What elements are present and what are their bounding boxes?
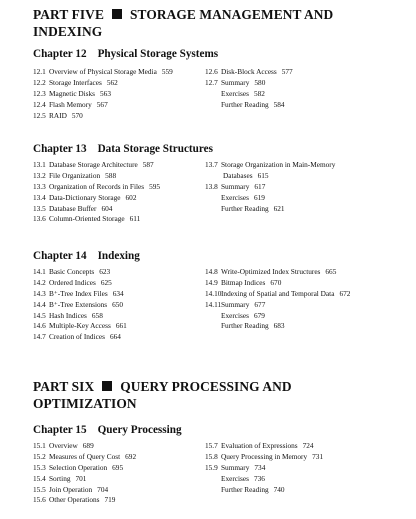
toc-entry[interactable]: 12.6 Disk-Block Access 577 (205, 67, 293, 76)
toc-entry[interactable]: 13.7 Storage Organization in Main-Memory (205, 160, 336, 169)
chapter-title: Indexing (97, 250, 140, 262)
part-title-cont: OPTIMIZATION (33, 396, 137, 411)
toc-entry[interactable]: 15.8 Query Processing in Memory 731 (205, 451, 324, 461)
toc-entry[interactable]: 14.11Summary 677 (205, 299, 266, 309)
toc-entry[interactable]: Further Reading 584 (221, 99, 285, 109)
toc-entry[interactable]: 14.10Indexing of Spatial and Temporal Data 672 (205, 288, 351, 298)
toc-entry[interactable]: 14.6 Multiple-Key Access 661 (33, 321, 127, 331)
toc-entry[interactable]: 14.2 Ordered Indices 625 (33, 277, 112, 287)
toc-entry[interactable]: 14.4 B⁺-Tree Extensions 650 (33, 299, 124, 309)
toc-entry[interactable]: Further Reading 621 (221, 203, 285, 213)
part-label: PART SIX (33, 379, 95, 394)
toc-entry[interactable]: 14.9 Bitmap Indices 670 (205, 277, 282, 287)
toc-entry[interactable]: Exercises 582 (221, 88, 265, 98)
toc-entry[interactable]: 15.4 Sorting 701 (33, 473, 87, 483)
entries-right (205, 441, 323, 495)
entries-left (33, 267, 127, 343)
toc-entry[interactable]: 15.1 Overview 689 (33, 441, 94, 450)
chapter-number: Chapter 15 (33, 424, 87, 436)
square-bullet-icon (112, 9, 122, 19)
entries-left (33, 67, 173, 121)
toc-entry-continuation[interactable]: Databases 615 (223, 170, 269, 180)
toc-entry[interactable]: 12.5 RAID 570 (33, 110, 83, 120)
toc-entry[interactable]: 12.4 Flash Memory 567 (33, 99, 108, 109)
toc-entry[interactable]: Exercises 679 (221, 310, 265, 320)
toc-entry[interactable]: 12.1 Overview of Physical Storage Media 559 (33, 67, 173, 76)
chapter-title: Physical Storage Systems (97, 48, 219, 60)
entries-left (33, 160, 160, 225)
chapter-title: Query Processing (97, 424, 182, 436)
toc-entry[interactable]: 12.2 Storage Interfaces 562 (33, 77, 118, 87)
entries-right (205, 160, 335, 214)
part-title: QUERY PROCESSING AND (120, 379, 292, 394)
toc-entry[interactable]: 14.5 Hash Indices 658 (33, 310, 103, 320)
toc-entry[interactable]: 13.4 Data-Dictionary Storage 602 (33, 192, 137, 202)
part-title-cont: INDEXING (33, 24, 103, 39)
toc-entry[interactable]: 13.8 Summary 617 (205, 181, 266, 191)
entries-right (205, 267, 350, 332)
toc-entry[interactable]: 14.8 Write-Optimized Index Structures 665 (205, 267, 337, 276)
chapter-heading (33, 424, 182, 437)
toc-entry[interactable]: 15.9 Summary 734 (205, 462, 266, 472)
toc-entry[interactable]: 14.3 B⁺-Tree Index Files 634 (33, 288, 124, 298)
toc-entry[interactable]: Exercises 736 (221, 473, 265, 483)
entries-right (205, 67, 293, 111)
toc-entry[interactable]: Further Reading 683 (221, 321, 285, 331)
toc-entry[interactable]: 12.7 Summary 580 (205, 77, 266, 87)
entries-left (33, 441, 136, 506)
chapter-heading (33, 48, 218, 61)
toc-entry[interactable]: Exercises 619 (221, 192, 265, 202)
part-label: PART FIVE (33, 7, 104, 22)
toc-entry[interactable]: Further Reading 740 (221, 484, 285, 494)
part-heading (33, 6, 408, 40)
chapter-heading (33, 250, 140, 263)
chapter-title: Data Storage Structures (97, 143, 213, 155)
toc-entry[interactable]: 13.1 Database Storage Architecture 587 (33, 160, 154, 169)
chapter-number: Chapter 13 (33, 143, 87, 155)
toc-entry[interactable]: 15.3 Selection Operation 695 (33, 462, 124, 472)
part-title: STORAGE MANAGEMENT AND (129, 7, 334, 22)
toc-entry[interactable]: 12.3 Magnetic Disks 563 (33, 88, 111, 98)
toc-entry[interactable]: 15.5 Join Operation 704 (33, 484, 109, 494)
chapter-number: Chapter 14 (33, 250, 87, 262)
toc-entry[interactable]: 14.7 Creation of Indices 664 (33, 332, 121, 342)
toc-entry[interactable]: 15.7 Evaluation of Expressions 724 (205, 441, 314, 450)
chapter-heading (33, 143, 213, 156)
square-bullet-icon (102, 381, 112, 391)
part-heading (33, 378, 408, 412)
toc-entry[interactable]: 14.1 Basic Concepts 623 (33, 267, 111, 276)
toc-entry[interactable]: 13.2 File Organization 588 (33, 170, 117, 180)
toc-entry[interactable]: 13.5 Database Buffer 604 (33, 203, 113, 213)
toc-entry[interactable]: 15.2 Measures of Query Cost 692 (33, 451, 137, 461)
toc-entry[interactable]: 13.6 Column-Oriented Storage 611 (33, 214, 141, 224)
toc-entry[interactable]: 15.6 Other Operations 719 (33, 495, 116, 505)
toc-entry[interactable]: 13.3 Organization of Records in Files 595 (33, 181, 161, 191)
chapter-number: Chapter 12 (33, 48, 87, 60)
